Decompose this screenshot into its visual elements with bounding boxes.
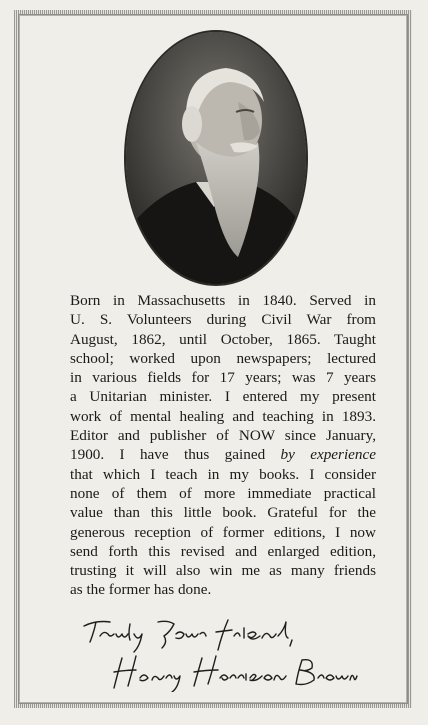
bio-line: a Unitarian minister. I entered my present [70, 388, 376, 406]
bio-line: U. S. Volunteers during Civil War from [70, 311, 376, 329]
bio-line: work of mental healing and teaching in 1893. [70, 407, 376, 425]
bio-line-with-emphasis [70, 445, 376, 464]
handwritten-signature [78, 612, 358, 692]
biography-text [70, 291, 376, 600]
author-portrait [126, 32, 306, 284]
bio-line: that which I teach in my books. I consider [70, 465, 376, 483]
bio-line: none of them of more immediate practical [70, 484, 376, 502]
bio-line: as the former has done. [70, 581, 212, 599]
bio-line: Editor and publisher of NOW since January, [70, 427, 376, 445]
bio-line: school; worked upon newspapers; lectured [70, 349, 376, 367]
bio-line: August, 1862, until October, 1865. Taught [70, 330, 376, 348]
emphasis-text: by experience [280, 446, 376, 464]
bio-line: generous reception of former editions, I now [70, 523, 376, 541]
bio-line: Born in Massachusetts in 1840. Served in [70, 292, 376, 309]
bio-line: send forth this revised and enlarged edition, [70, 542, 376, 560]
bio-line: value than this little book. Grateful for the [70, 504, 376, 522]
bio-line: trusting it will also win me as many friends [70, 562, 376, 580]
bio-line: in various fields for 17 years; was 7 years [70, 369, 376, 387]
bio-line-text: 1900. I have thus gained [70, 446, 281, 464]
